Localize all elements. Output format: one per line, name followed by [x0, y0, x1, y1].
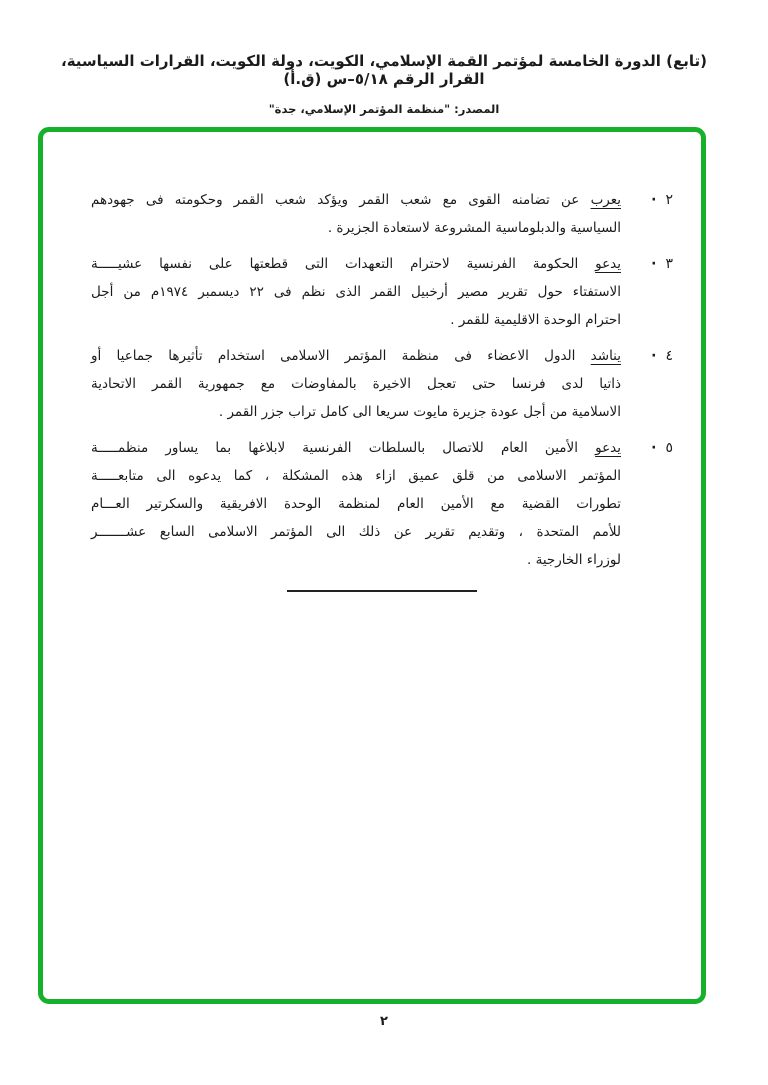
section-divider [287, 590, 477, 592]
item-number: ٤ [665, 348, 673, 364]
document-header [0, 52, 768, 116]
resolution-item [91, 186, 673, 242]
item-marker [633, 186, 673, 242]
item-number: ٢ [665, 192, 673, 208]
line-text: عن تضامنه القوى مع شعب القمر ويؤكد شعب القمر وحكومته فى جهودهم [91, 192, 580, 208]
item-marker [633, 250, 673, 334]
item-text [91, 342, 621, 426]
lead-verb: يناشد [590, 348, 622, 364]
paragraph-line: المؤتمر الاسلامى من قلق عميق ازاء هذه المشكلة ، كما يدعوه الى متابعـــــة [91, 468, 621, 484]
lead-verb: يدعو [595, 256, 621, 272]
paragraph-line: احترام الوحدة الاقليمية للقمر . [450, 312, 621, 328]
resolution-item [91, 434, 673, 574]
item-text [91, 250, 621, 334]
paragraph-line: لوزراء الخارجية . [527, 552, 621, 568]
paragraph-line [91, 250, 621, 278]
item-number: ٥ [665, 440, 673, 456]
line-text: الدول الاعضاء فى منظمة المؤتمر الاسلامى استخدام تأثيرها جماعيا أو [91, 348, 576, 364]
paragraph-line: ذاتيا لدى فرنسا حتى تعجل الاخيرة بالمفاوضات مع جمهورية القمر الاتحادية [91, 376, 621, 392]
line-text: الحكومة الفرنسية لاحترام التعهدات التى قطعتها على نفسها عشيـــــة [91, 256, 579, 272]
item-dash-dot: · [651, 192, 657, 208]
paragraph-line: الاسلامية من أجل عودة جزيرة مايوت سريعا الى كامل تراب جزر القمر . [218, 404, 621, 420]
resolution-item [91, 342, 673, 426]
item-dash-dot: · [651, 440, 657, 456]
paragraph-line: السياسية والدبلوماسية المشروعة لاستعادة الجزيرة . [327, 220, 621, 236]
lead-verb: يدعو [595, 440, 621, 456]
item-number: ٣ [665, 256, 673, 272]
item-dash-dot: · [651, 348, 657, 364]
header-source: المصدر: "منظمة المؤتمر الإسلامي، جدة" [268, 102, 500, 116]
item-text [91, 186, 621, 242]
paragraph-line [91, 342, 621, 370]
resolution-item [91, 250, 673, 334]
item-text [91, 434, 621, 574]
paragraph-line: تطورات القضية مع الأمين العام لمنظمة الوحدة الافريقية والسكرتير العـــام [91, 496, 621, 512]
green-frame [38, 127, 706, 1004]
header-title: (تابع) الدورة الخامسة لمؤتمر القمة الإسلامي، الكويت، دولة الكويت، القرارات السياسية، القرار الرقم ٥/١٨–س (ق.أ) [61, 52, 707, 88]
item-dash-dot: · [651, 256, 657, 272]
item-marker [633, 434, 673, 574]
resolution-content [43, 132, 701, 592]
paragraph-line: الاستفتاء حول تقرير مصير أرخبيل القمر الذى نظم فى ٢٢ ديسمبر ١٩٧٤م من أجل [91, 284, 622, 300]
page-number: ٢ [380, 1014, 388, 1029]
paragraph-line [91, 186, 621, 214]
paragraph-line: للأمم المتحدة ، وتقديم تقرير عن ذلك الى المؤتمر الاسلامى السابع عشـــــــر [91, 524, 621, 540]
line-text: الأمين العام للاتصال بالسلطات الفرنسية لابلاغها بما يساور منظمـــــة [91, 440, 578, 456]
paragraph-line [91, 434, 621, 462]
item-marker [633, 342, 673, 426]
lead-verb: يعرب [590, 192, 621, 208]
